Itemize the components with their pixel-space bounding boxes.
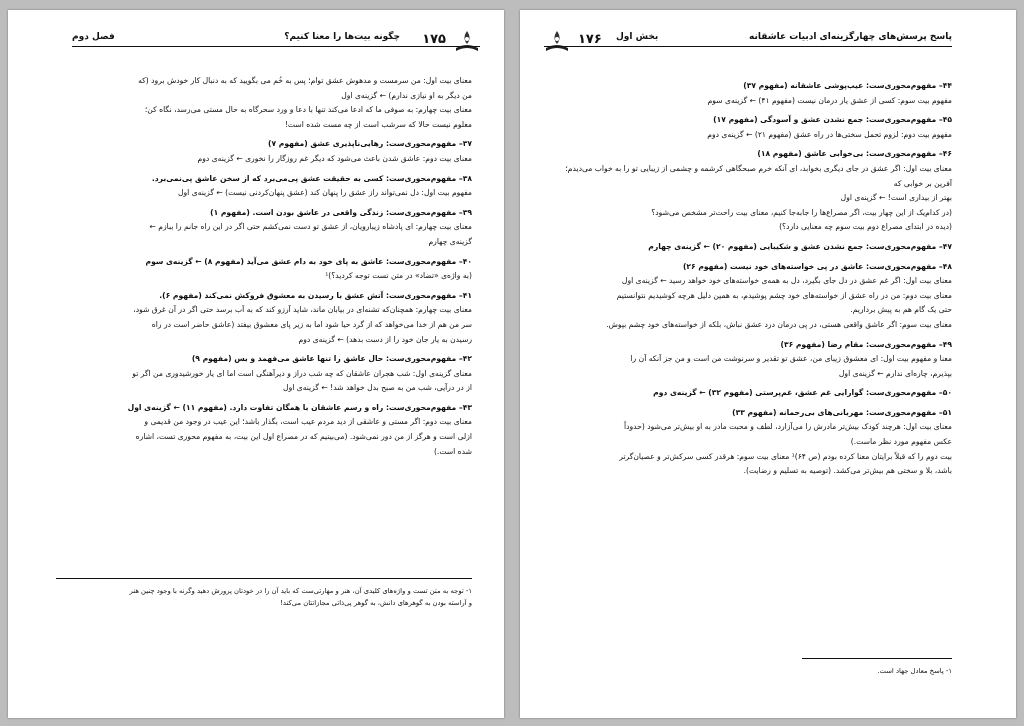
question-heading: ۵۱– مفهوم‌محوری‌ست: مهربانی‌های بی‌رحمانه (مفهوم ۳۳) [732, 407, 952, 417]
body-line: معنای بیت اول: اگر غم عشق در دل جای بگیرد، دل به همه‌ی خواسته‌های خود خواهد رسید ← گزینه‌ی اول [621, 276, 952, 286]
question-heading: ۴۶– مفهوم‌محوری‌ست: بی‌خوابی عاشق (مفهوم ۱۸) [757, 149, 952, 159]
right-page-header [544, 32, 952, 60]
body-line: مفهوم بیت اول: دل نمی‌تواند راز عشق را پنهان کند (عشق پنهان‌کردنی نیست) ← گزینه‌ی اول [178, 188, 472, 198]
question-concept: جمع نشدن عشق و آسودگی (مفهوم ۱۷) [713, 115, 864, 125]
body-line: معنای بیت اول: من سرمست و مدهوش عشق توام؛ پس به خُم می بگویید که به دنبال کار خودش برود (که [138, 76, 472, 85]
question-number: ۴۱ [462, 290, 472, 300]
question-concept: راه و رسم عاشقان با همگان تفاوت دارد. (مفهوم ۱۱) ← گزینه‌ی اول [127, 402, 384, 412]
body-line: شده است.) [433, 446, 472, 456]
body-line: بهتر از بیداری است! ← گزینه‌ی اول [840, 193, 952, 203]
left-page-section: فصل دوم [72, 32, 115, 42]
question-label: مفهوم‌محوری‌ست: [865, 115, 937, 125]
body-line: معلوم نیست حالا که سرشب است از چه مست شده است! [284, 119, 472, 129]
right-page-number: ۱۷۶ [578, 32, 602, 47]
question-label: مفهوم‌محوری‌ست: [385, 290, 457, 300]
question-number: ۴۳ [462, 402, 472, 412]
right-page-footnotes [548, 658, 952, 677]
body-line: من دیگر به او نیازی ندارم) ← گزینه‌ی اول [341, 90, 472, 100]
question-number: ۴۰ [462, 256, 472, 266]
question-concept: عاشق به پای خود به دام عشق می‌آید (مفهوم ۸) ← گزینه‌ی سوم [145, 256, 384, 266]
question-heading: ۴۲– مفهوم‌محوری‌ست: حال عاشق را تنها عاشق می‌فهمد و بس (مفهوم ۹) [191, 354, 472, 364]
body-line: رسیدن به یار جان خود را از دست بدهد) ← گزینه‌ی دوم [298, 334, 472, 344]
question-heading: ۴۷– مفهوم‌محوری‌ست: جمع نشدن عشق و شکیبایی (مفهوم ۲۰) ← گزینه‌ی چهارم [648, 241, 952, 251]
question-label: مفهوم‌محوری‌ست: [865, 149, 937, 159]
question-concept: مقام رضا (مفهوم ۳۶) [780, 339, 864, 349]
question-heading: ۴۰– مفهوم‌محوری‌ست: عاشق به پای خود به دام عشق می‌آید (مفهوم ۸) ← گزینه‌ی سوم [145, 256, 472, 266]
question-heading: ۳۷– مفهوم‌محوری‌ست: رهایی‌ناپذیری عشق (مفهوم ۷) [267, 139, 472, 149]
question-label: مفهوم‌محوری‌ست: [385, 207, 457, 217]
question-concept: بی‌خوابی عاشق (مفهوم ۱۸) [757, 149, 864, 159]
body-line: گزینه‌ی چهارم [428, 236, 472, 246]
right-page-section: بخش اول [616, 32, 659, 42]
question-label: مفهوم‌محوری‌ست: [865, 407, 937, 417]
body-line: مفهوم بیت سوم: کسی از عشق یار درمان نیست (مفهوم ۴۱) ← گزینه‌ی سوم [707, 95, 952, 105]
question-label: مفهوم‌محوری‌ست: [385, 256, 457, 266]
footnote-rule [802, 658, 952, 659]
question-number: ۴۵ [942, 115, 952, 125]
body-line: حتی یک گام هم به پیش برداریم. [850, 305, 952, 315]
body-line: معنای بیت چهارم: همچنان‌که تشنه‌ای در بیابان ماند، شاید آرزو کند که به آب برسد حتی اگر در آن غرق شود، [133, 305, 472, 315]
left-page-header [72, 32, 480, 60]
body-line: ازلی است و هرگز از من دور نمی‌شود. (می‌بینیم که در مصراع اول این بیت، به مفهوم محوری تست، اشاره [135, 432, 472, 442]
question-heading: ۳۸– مفهوم‌محوری‌ست: کسی به حقیقت عشق پی‌می‌برد که از سخن عاشق پی‌نمی‌برد. [151, 173, 472, 183]
footnote-rule [56, 578, 472, 579]
footnote-line: ۱- توجه به متن تست و واژه‌های کلیدی آن، هنر و مهارتی‌ست که باید آن را در خودتان پرورش دهید وگرنه با وجود چنین هنر [129, 587, 472, 595]
question-number: ۳۷ [462, 139, 472, 149]
question-concept: مهربانی‌های بی‌رحمانه (مفهوم ۳۳) [732, 407, 864, 417]
body-line: مفهوم بیت دوم: لزوم تحمل سختی‌ها در راه عشق (مفهوم ۲۱) ← گزینه‌ی دوم [707, 129, 952, 139]
question-label: مفهوم‌محوری‌ست: [865, 388, 937, 398]
book-lamp-logo-icon [454, 28, 480, 54]
question-number: ۵۰ [942, 388, 952, 398]
question-concept: زندگی واقعی در عاشق بودن است. (مفهوم ۱) [210, 207, 384, 217]
question-heading: ۴۳– مفهوم‌محوری‌ست: راه و رسم عاشقان با همگان تفاوت دارد. (مفهوم ۱۱) ← گزینه‌ی اول [127, 402, 472, 412]
question-label: مفهوم‌محوری‌ست: [385, 402, 457, 412]
question-label: مفهوم‌محوری‌ست: [385, 354, 457, 364]
question-label: مفهوم‌محوری‌ست: [865, 339, 937, 349]
question-label: مفهوم‌محوری‌ست: [385, 139, 457, 149]
body-line: باشد، بلا و سختی هم بیش‌تر می‌کشد. (توصیه به تسلیم و رضایت). [743, 466, 952, 476]
right-page-body [548, 74, 952, 479]
body-line: معنای بیت چهارم: ای پادشاه زیبارویان، از عشق تو دست نمی‌کشم حتی اگر در این راه جانم را ببازم ← [149, 222, 472, 232]
question-label: مفهوم‌محوری‌ست: [385, 173, 457, 183]
question-heading: ۳۹– مفهوم‌محوری‌ست: زندگی واقعی در عاشق بودن است. (مفهوم ۱) [210, 207, 472, 217]
question-number: ۴۸ [942, 261, 952, 271]
question-concept: کسی به حقیقت عشق پی‌می‌برد که از سخن عاشق پی‌نمی‌برد. [151, 173, 384, 183]
body-line: سر من هم از خدا می‌خواهد که از گرد حیا شود اما به زیر پای معشوق بیفتد (عاشق حاضر است در راه [151, 319, 472, 329]
body-line: عکس مفهوم مورد نظر ماست.) [850, 437, 952, 447]
right-page [520, 10, 1016, 718]
body-line: معنای بیت دوم: عاشق شدن باعث می‌شود که دیگر غم روزگار را نخوری ← گزینه‌ی دوم [197, 153, 472, 163]
question-number: ۴۷ [942, 241, 952, 251]
question-number: ۴۴ [942, 81, 952, 90]
question-heading: ۴۵– مفهوم‌محوری‌ست: جمع نشدن عشق و آسودگی (مفهوم ۱۷) [713, 115, 952, 125]
question-number: ۴۶ [942, 149, 952, 159]
body-line: بپذیرم، چاره‌ای ندارم ← گزینه‌ی اول [838, 368, 952, 378]
body-line: معنای بیت سوم: اگر عاشق واقعی هستی، در پی درمان درد عشق نباش، بلکه از خواسته‌های خود چشم بپوش. [606, 319, 952, 329]
book-spread [8, 10, 1016, 718]
question-concept: گوارایی غم عشق، غم‌پرستی (مفهوم ۳۲) ← گزینه‌ی دوم [653, 388, 864, 398]
left-page-body [68, 74, 472, 459]
footnote-line: و آراسته بودن به گوهرهای دانش، به گوهر پی‌ذاتی مجازاتتان می‌کند! [280, 599, 472, 607]
question-heading: ۵۰– مفهوم‌محوری‌ست: گوارایی غم عشق، غم‌پرستی (مفهوم ۳۲) ← گزینه‌ی دوم [653, 388, 952, 398]
body-line: معنای بیت چهارم: به صوفی ما که ادعا می‌کند تنها با دعا و ورد سحرگاه به حال مستی می‌رسد، نگاه کن؛ [144, 105, 472, 115]
question-label: مفهوم‌محوری‌ست: [865, 261, 937, 271]
body-line: معنای بیت اول: هرچند کودک بیش‌تر مادرش را می‌آزارد، لطف و محبت مادر به او بیش‌تر می‌شود (حدوداً [624, 422, 952, 432]
question-concept: حال عاشق را تنها عاشق می‌فهمد و بس (مفهوم ۹) [191, 354, 384, 364]
question-concept: عاشق در پی خواسته‌های خود نیست (مفهوم ۲۶) [682, 261, 864, 271]
header-rule [544, 46, 952, 47]
body-line: (به واژه‌ی «تضاد» در متن تست توجه کردید؟)¹ [325, 271, 472, 281]
right-page-running-title: پاسخ پرسش‌های چهارگزینه‌ای ادبیات عاشقانه [749, 32, 952, 42]
question-number: ۴۹ [942, 339, 952, 349]
question-heading: ۴۴– مفهوم‌محوری‌ست: عیب‌پوشی عاشقانه (مفهوم ۳۷) [743, 81, 952, 90]
body-line: معنای بیت دوم: اگر مستی و عاشقی از دید مردم عیب است، بگذار باشد؛ این عیب در وجود من قدیمی و [144, 417, 472, 427]
question-concept: جمع نشدن عشق و شکیبایی (مفهوم ۲۰) ← گزینه‌ی چهارم [648, 241, 864, 251]
question-number: ۳۸ [462, 173, 472, 183]
book-lamp-logo-icon [544, 28, 570, 54]
question-heading: ۴۹– مفهوم‌محوری‌ست: مقام رضا (مفهوم ۳۶) [780, 339, 952, 349]
left-page-footnotes [68, 578, 472, 609]
question-heading: ۴۱– مفهوم‌محوری‌ست: آتش عشق با رسیدن به معشوق فروکش نمی‌کند (مفهوم ۶). [159, 290, 472, 300]
question-concept: عیب‌پوشی عاشقانه (مفهوم ۳۷) [743, 81, 864, 90]
question-number: ۳۹ [462, 207, 472, 217]
question-label: مفهوم‌محوری‌ست: [865, 81, 937, 90]
body-line: (در کدام‌یک از این چهار بیت، اگر مصراع‌ها را جابه‌جا کنیم، معنای بیت راحت‌تر مشخص می‌شود؟ [651, 207, 952, 217]
left-page-running-title: چگونه بیت‌ها را معنا کنیم؟ [284, 32, 400, 42]
question-label: مفهوم‌محوری‌ست: [865, 241, 937, 251]
question-concept: رهایی‌ناپذیری عشق (مفهوم ۷) [267, 139, 384, 149]
body-line: معنای گزینه‌ی اول: شب هجران عاشقان که چه شب دراز و دیرآهنگی است اما ای یار خورشیدوری من اگر تو [132, 368, 472, 378]
question-number: ۵۱ [942, 407, 952, 417]
left-page-number: ۱۷۵ [422, 32, 446, 47]
header-rule [72, 46, 480, 47]
body-line: معنای بیت اول: اگر عشق در جای دیگری بخوابد، ای آنکه خرم صبحگاهی کرشمه و چشمی از زیبایی تو را به خواب می‌دیدم؛ آفرین بر خوابی که [565, 163, 952, 188]
question-heading: ۴۸– مفهوم‌محوری‌ست: عاشق در پی خواسته‌های خود نیست (مفهوم ۲۶) [682, 261, 952, 271]
question-number: ۴۲ [462, 354, 472, 364]
body-line: (دیده در ابتدای مصراع دوم بیت سوم چه معنایی دارد؟) [779, 222, 952, 232]
body-line: از در درآیی، شب من به صبح بدل خواهد شد! ← گزینه‌ی اول [283, 383, 472, 393]
body-line: بیت دوم را که قبلاً برایتان معنا کرده بودم (ص ۶۴)¹ معنای بیت سوم: هرقدر کسی سرکش‌تر و عصیان‌گرتر [619, 451, 952, 461]
footnote-line: ۱- پاسخ معادل جهاد است. [877, 667, 952, 675]
body-line: معنا و مفهوم بیت اول: ای معشوق زیبای من، عشق تو تقدیر و سرنوشت من است و من جز آنکه آن را [630, 354, 952, 364]
question-concept: آتش عشق با رسیدن به معشوق فروکش نمی‌کند (مفهوم ۶). [159, 290, 384, 300]
body-line: معنای بیت دوم: من در راه عشق از خواسته‌های خود چشم پوشیدم، به همین دلیل هرچه کوشیدیم نتوانستیم [616, 290, 952, 300]
left-page [8, 10, 504, 718]
